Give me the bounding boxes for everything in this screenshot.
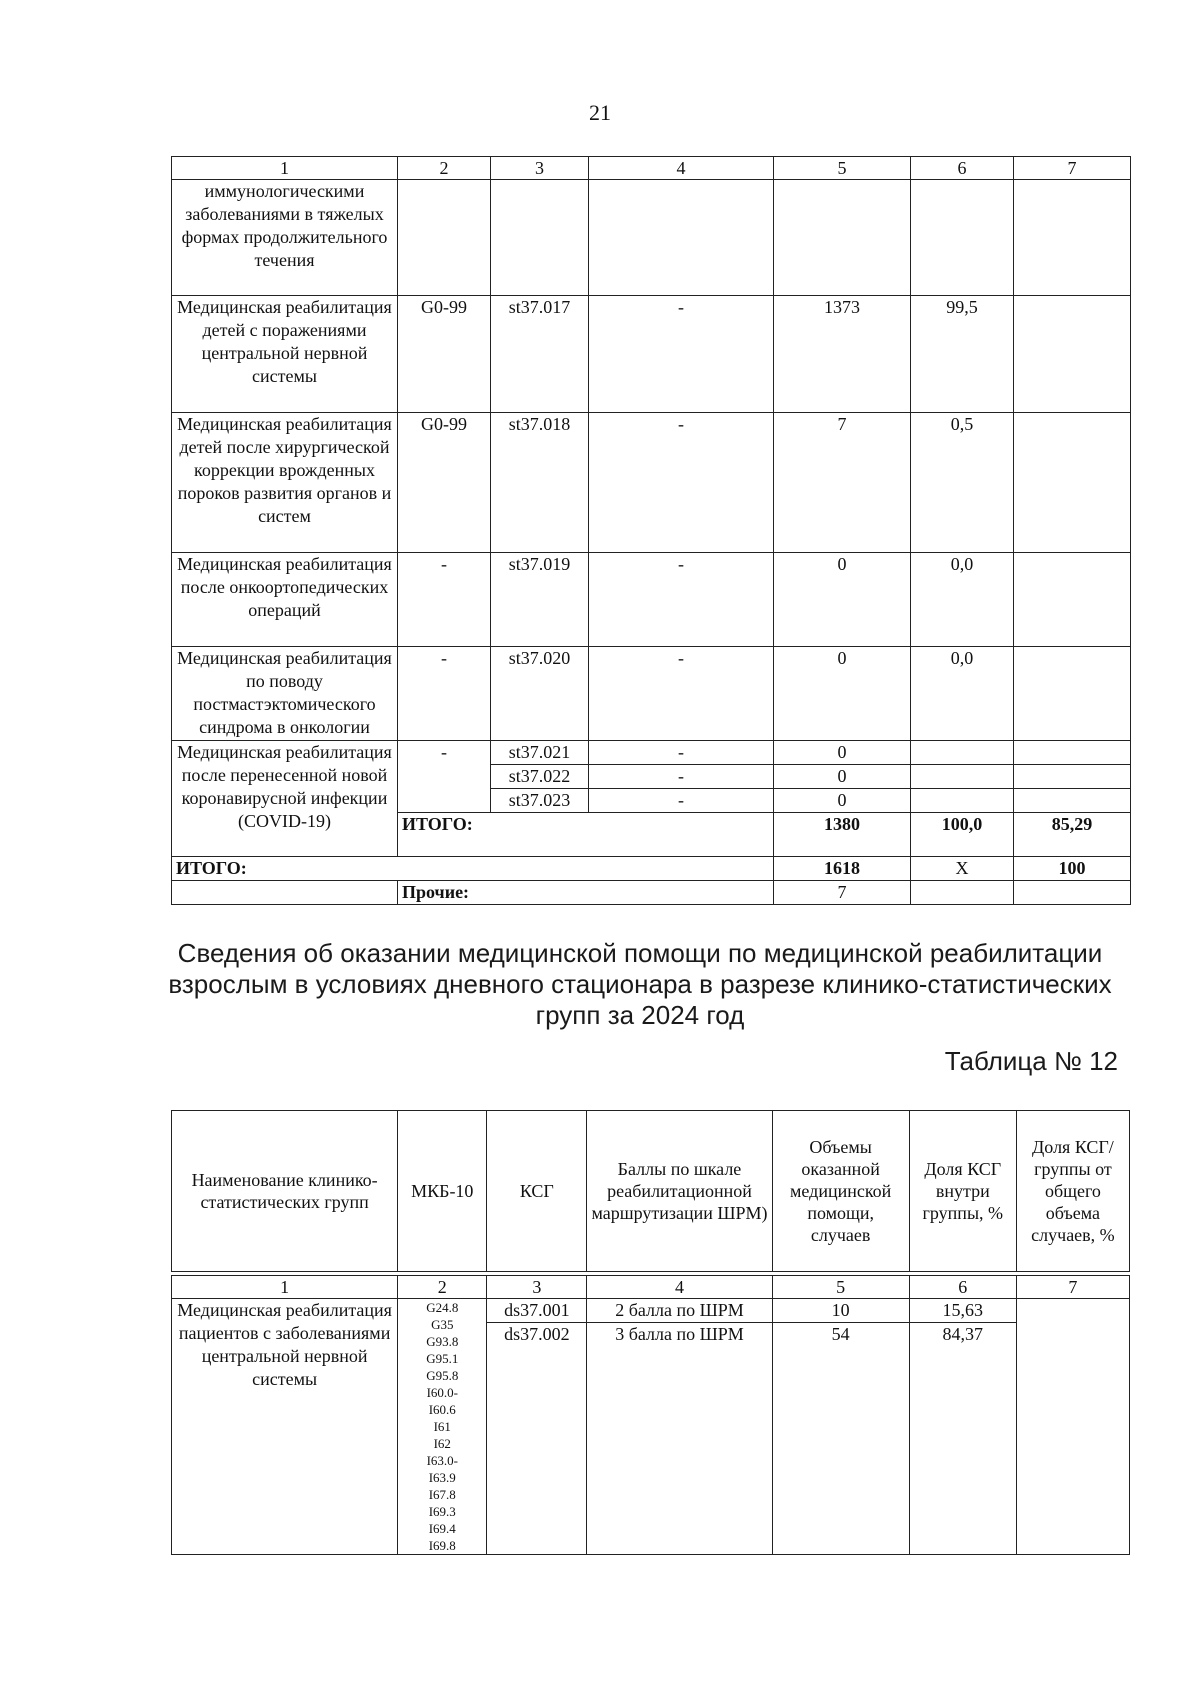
subtotal-label: ИТОГО: — [398, 813, 774, 857]
volume-cases: 10 — [772, 1299, 909, 1323]
column-number: 2 — [398, 1276, 487, 1299]
column-header: МКБ-10 — [398, 1111, 487, 1272]
column-number: 7 — [1016, 1276, 1129, 1299]
volume-cases: 0 — [774, 553, 911, 647]
mkb-code: G35 — [431, 1317, 454, 1332]
mkb-code: G0-99 — [398, 296, 491, 413]
ksg-code: st37.020 — [491, 647, 589, 741]
column-number: 1 — [172, 1276, 398, 1299]
share-total — [1014, 647, 1131, 741]
shrm-score: - — [589, 296, 774, 413]
column-number: 6 — [909, 1276, 1016, 1299]
column-number: 3 — [487, 1276, 587, 1299]
table-row — [172, 413, 1131, 553]
bottom-table-column-numbers — [172, 1276, 1130, 1299]
mkb-code: - — [398, 741, 491, 813]
volume-cases: 7 — [774, 413, 911, 553]
column-number: 1 — [172, 157, 398, 180]
column-header: Объемы оказанной медицинской помощи, случаев — [772, 1111, 909, 1272]
ksg-code: ds37.001 — [487, 1299, 587, 1323]
mkb-code: I69.3 — [428, 1504, 456, 1519]
share-total — [1016, 1299, 1129, 1555]
column-header: КСГ — [487, 1111, 587, 1272]
share-total — [1014, 413, 1131, 553]
bottom-table — [171, 1110, 1130, 1555]
ksg-code: st37.019 — [491, 553, 589, 647]
mkb-code: - — [398, 553, 491, 647]
table-row — [172, 296, 1131, 413]
table-label: Таблица № 12 — [944, 1046, 1118, 1076]
table-row — [172, 553, 1131, 647]
mkb-code: G0-99 — [398, 413, 491, 553]
mkb-code: I60.6 — [428, 1402, 456, 1417]
other-volume: 7 — [774, 881, 911, 905]
grand-total-volume: 1618 — [774, 857, 911, 881]
ksg-code: st37.018 — [491, 413, 589, 553]
column-header: Доля КСГ/ группы от общего объема случаев, % — [1016, 1111, 1129, 1272]
mkb-code: I69.8 — [428, 1538, 456, 1553]
shrm-score: 3 балла по ШРМ — [587, 1323, 772, 1555]
volume-cases: 0 — [774, 647, 911, 741]
table-row — [172, 1299, 1130, 1323]
column-number: 4 — [589, 157, 774, 180]
mkb-code-list — [398, 1299, 487, 1555]
group-name: Медицинская реабилитация пациентов с заболеваниями центральной нервной системы — [172, 1299, 398, 1555]
volume-cases: 0 — [774, 789, 911, 813]
share-in-group: 0,5 — [911, 413, 1014, 553]
top-table — [171, 156, 1131, 905]
share-in-group: 0,0 — [911, 647, 1014, 741]
shrm-score: - — [589, 789, 774, 813]
grand-total-share: X — [911, 857, 1014, 881]
column-header: Наименование клинико-статистических групп — [172, 1111, 398, 1272]
shrm-score: - — [589, 765, 774, 789]
mkb-code: I62 — [433, 1436, 451, 1451]
volume-cases: 0 — [774, 741, 911, 765]
group-name: Медицинская реабилитация после онкоортопедических операций — [172, 553, 398, 647]
column-number: 7 — [1014, 157, 1131, 180]
volume-cases: 54 — [772, 1323, 909, 1555]
subtotal-share: 100,0 — [911, 813, 1014, 857]
group-name: Медицинская реабилитация детей после хирургической коррекции врожденных пороков развития органов и систем — [172, 413, 398, 553]
table-row — [172, 647, 1131, 741]
column-number: 5 — [772, 1276, 909, 1299]
group-name: Медицинская реабилитация по поводу постмастэктомического синдрома в онкологии — [172, 647, 398, 741]
mkb-code: I69.4 — [428, 1521, 456, 1536]
table-row — [172, 180, 1131, 296]
ksg-code: ds37.002 — [487, 1323, 587, 1555]
column-header: Доля КСГ внутри группы, % — [909, 1111, 1016, 1272]
column-header: Баллы по шкале реабилитационной маршрутизации ШРМ) — [587, 1111, 772, 1272]
header-row — [172, 1111, 1130, 1272]
ksg-code: st37.021 — [491, 741, 589, 765]
mkb-code: G93.8 — [426, 1334, 459, 1349]
shrm-score: - — [589, 741, 774, 765]
grand-total-label: ИТОГО: — [172, 857, 774, 881]
column-number: 3 — [491, 157, 589, 180]
ksg-code: st37.023 — [491, 789, 589, 813]
share-in-group: 0,0 — [911, 553, 1014, 647]
shrm-score: 2 балла по ШРМ — [587, 1299, 772, 1323]
subtotal-volume: 1380 — [774, 813, 911, 857]
mkb-code: I63.9 — [428, 1470, 456, 1485]
page-number: 21 — [589, 100, 611, 125]
column-number: 5 — [774, 157, 911, 180]
share-total — [1014, 553, 1131, 647]
share-in-group: 15,63 — [909, 1299, 1016, 1323]
mkb-code: I60.0- — [426, 1385, 458, 1400]
group-name: Медицинская реабилитация детей с поражениями центральной нервной системы — [172, 296, 398, 413]
share-total — [1014, 296, 1131, 413]
group-name: иммунологическими заболеваниями в тяжелых формах продолжительного течения — [172, 180, 398, 296]
mkb-code: G95.8 — [426, 1368, 459, 1383]
ksg-code: st37.022 — [491, 765, 589, 789]
mkb-code: G95.1 — [426, 1351, 459, 1366]
grand-total-share-total: 100 — [1014, 857, 1131, 881]
column-number: 2 — [398, 157, 491, 180]
column-number: 4 — [587, 1276, 772, 1299]
shrm-score: - — [589, 647, 774, 741]
mkb-code: I63.0- — [426, 1453, 458, 1468]
section-title: Сведения об оказании медицинской помощи по медицинской реабилитации взрослым в условиях дневного стационара в разрезе клинико-статистических групп за 2024 год — [168, 938, 1112, 1030]
share-in-group: 84,37 — [909, 1323, 1016, 1555]
group-name: Медицинская реабилитация после перенесенной новой коронавирусной инфекции (COVID-19) — [172, 741, 398, 857]
share-in-group: 99,5 — [911, 296, 1014, 413]
shrm-score: - — [589, 553, 774, 647]
mkb-code: - — [398, 647, 491, 741]
column-number: 6 — [911, 157, 1014, 180]
volume-cases: 0 — [774, 765, 911, 789]
shrm-score: - — [589, 413, 774, 553]
subtotal-share-total: 85,29 — [1014, 813, 1131, 857]
ksg-code: st37.017 — [491, 296, 589, 413]
top-table-column-numbers — [172, 157, 1131, 180]
other-row — [172, 881, 1131, 905]
covid-subrow — [172, 741, 1131, 765]
mkb-code: I61 — [433, 1419, 451, 1434]
other-label: Прочие: — [398, 881, 774, 905]
volume-cases: 1373 — [774, 296, 911, 413]
mkb-code: I67.8 — [428, 1487, 456, 1502]
grand-total-row — [172, 857, 1131, 881]
mkb-code: G24.8 — [426, 1300, 459, 1315]
